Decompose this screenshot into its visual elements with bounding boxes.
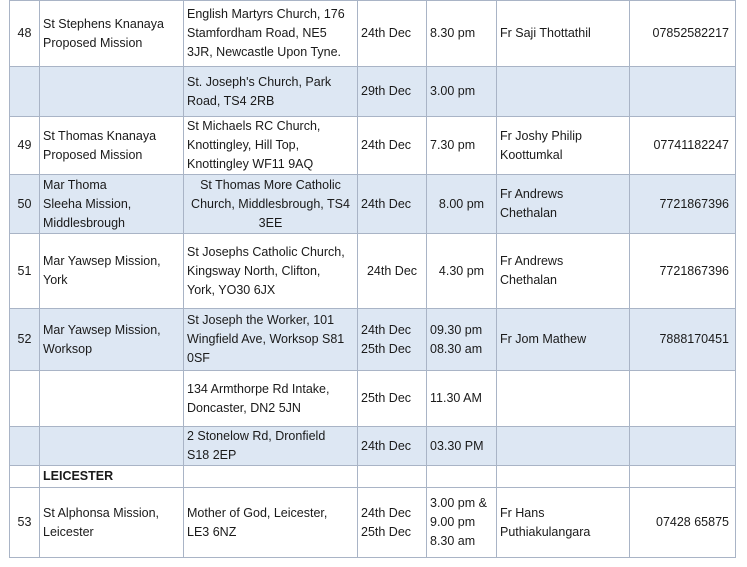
phone-cell xyxy=(630,371,736,427)
mission-cell: Mar Thoma Sleeha Mission, Middlesbrough xyxy=(40,175,184,234)
church-address-cell: St Thomas More Catholic Church, Middlesbrough, TS4 3EE xyxy=(184,175,358,234)
date-cell: 25th Dec xyxy=(358,371,427,427)
phone-cell: 7721867396 xyxy=(630,175,736,234)
time-cell: 03.30 PM xyxy=(427,427,497,466)
date-cell: 24th Dec xyxy=(358,427,427,466)
date-cell: 29th Dec xyxy=(358,67,427,117)
church-address-cell: St Joseph the Worker, 101 Wingfield Ave, Worksop S81 0SF xyxy=(184,309,358,371)
date-cell: 24th Dec xyxy=(358,234,427,309)
phone-cell: 7888170451 xyxy=(630,309,736,371)
phone-cell: 7721867396 xyxy=(630,234,736,309)
table-row xyxy=(10,488,736,558)
row-number xyxy=(10,67,40,117)
row-number: 52 xyxy=(10,309,40,371)
row-number: 53 xyxy=(10,488,40,558)
region-empty-cell xyxy=(630,466,736,488)
region-empty-cell xyxy=(427,466,497,488)
church-address-cell: St. Joseph's Church, Park Road, TS4 2RB xyxy=(184,67,358,117)
time-cell: 09.30 pm 08.30 am xyxy=(427,309,497,371)
date-cell: 24th Dec 25th Dec xyxy=(358,488,427,558)
table-row xyxy=(10,67,736,117)
date-cell: 24th Dec xyxy=(358,1,427,67)
priest-cell: Fr Andrews Chethalan xyxy=(497,234,630,309)
mission-cell: St Thomas Knanaya Proposed Mission xyxy=(40,117,184,175)
region-empty-cell xyxy=(497,466,630,488)
row-number: 48 xyxy=(10,1,40,67)
row-number xyxy=(10,371,40,427)
time-cell: 8.00 pm xyxy=(427,175,497,234)
priest-cell xyxy=(497,371,630,427)
mission-cell: Mar Yawsep Mission, York xyxy=(40,234,184,309)
date-cell: 24th Dec xyxy=(358,175,427,234)
mission-cell xyxy=(40,371,184,427)
mission-cell: St Alphonsa Mission, Leicester xyxy=(40,488,184,558)
priest-cell xyxy=(497,67,630,117)
priest-cell: Fr Jom Mathew xyxy=(497,309,630,371)
region-empty-cell xyxy=(184,466,358,488)
row-number: 51 xyxy=(10,234,40,309)
phone-cell: 07852582217 xyxy=(630,1,736,67)
row-number xyxy=(10,427,40,466)
time-cell: 11.30 AM xyxy=(427,371,497,427)
priest-cell: Fr Joshy Philip Koottumkal xyxy=(497,117,630,175)
date-cell: 24th Dec 25th Dec xyxy=(358,309,427,371)
church-address-cell: English Martyrs Church, 176 Stamfordham Road, NE5 3JR, Newcastle Upon Tyne. xyxy=(184,1,358,67)
church-address-cell: St Josephs Catholic Church, Kingsway North, Clifton, York, YO30 6JX xyxy=(184,234,358,309)
region-header-row xyxy=(10,466,736,488)
table-row xyxy=(10,117,736,175)
phone-cell xyxy=(630,427,736,466)
priest-cell: Fr Hans Puthiakulangara xyxy=(497,488,630,558)
mission-cell: Mar Yawsep Mission, Worksop xyxy=(40,309,184,371)
table-row xyxy=(10,371,736,427)
church-address-cell: St Michaels RC Church, Knottingley, Hill Top, Knottingley WF11 9AQ xyxy=(184,117,358,175)
priest-cell: Fr Saji Thottathil xyxy=(497,1,630,67)
region-number-cell xyxy=(10,466,40,488)
row-number: 50 xyxy=(10,175,40,234)
phone-cell: 07741182247 xyxy=(630,117,736,175)
priest-cell xyxy=(497,427,630,466)
table-row xyxy=(10,175,736,234)
mission-cell: St Stephens Knanaya Proposed Mission xyxy=(40,1,184,67)
mission-cell xyxy=(40,67,184,117)
row-number: 49 xyxy=(10,117,40,175)
table-row xyxy=(10,1,736,67)
church-address-cell: 134 Armthorpe Rd Intake, Doncaster, DN2 5JN xyxy=(184,371,358,427)
mission-cell xyxy=(40,427,184,466)
date-cell: 24th Dec xyxy=(358,117,427,175)
table-row xyxy=(10,427,736,466)
time-cell: 3.00 pm & 9.00 pm 8.30 am xyxy=(427,488,497,558)
table-row xyxy=(10,309,736,371)
church-address-cell: Mother of God, Leicester, LE3 6NZ xyxy=(184,488,358,558)
phone-cell xyxy=(630,67,736,117)
phone-cell: 07428 65875 xyxy=(630,488,736,558)
time-cell: 3.00 pm xyxy=(427,67,497,117)
time-cell: 4.30 pm xyxy=(427,234,497,309)
time-cell: 8.30 pm xyxy=(427,1,497,67)
mass-schedule-table xyxy=(9,0,736,558)
church-address-cell: 2 Stonelow Rd, Dronfield S18 2EP xyxy=(184,427,358,466)
priest-cell: Fr Andrews Chethalan xyxy=(497,175,630,234)
region-label: LEICESTER xyxy=(40,466,184,488)
region-empty-cell xyxy=(358,466,427,488)
table-row xyxy=(10,234,736,309)
time-cell: 7.30 pm xyxy=(427,117,497,175)
